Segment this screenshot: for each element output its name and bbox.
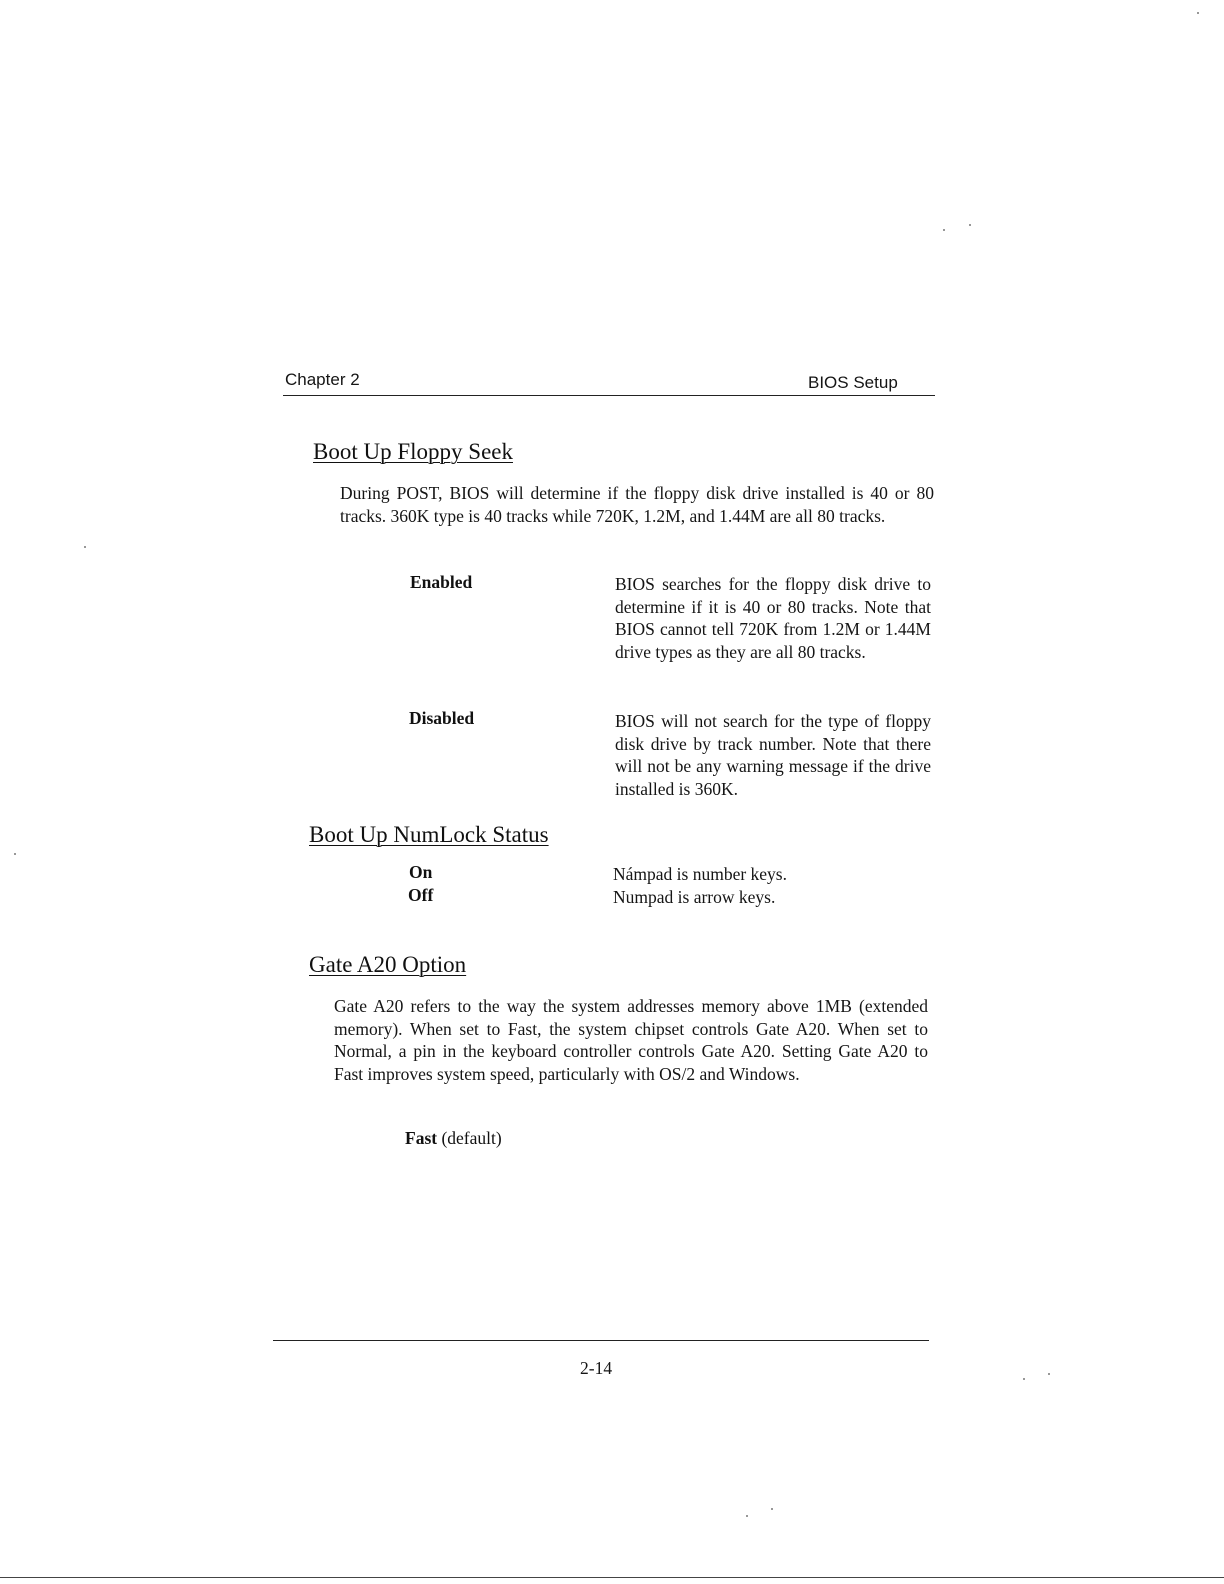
gate-a20-heading: Gate A20 Option xyxy=(309,952,467,977)
floppy-seek-paragraph: During POST, BIOS will determine if the floppy disk drive installed is 40 or 80 tracks. 360K type is 40 tracks while 720K, 1.2M, and 1.44M are all 80 tracks. xyxy=(340,483,934,526)
chapter-label: Chapter 2 xyxy=(285,370,360,389)
scan-speck xyxy=(1197,12,1199,14)
page-number: 2-14 xyxy=(580,1358,613,1378)
floppy-seek-option-enabled: Enabled xyxy=(410,572,473,592)
gate-a20-paragraph: Gate A20 refers to the way the system addresses memory above 1MB (extended memory). When set to Fast, the system chipset controls Gate A20. When set to Normal, a pin in the keyboard controller controls Gate A20. Setting Gate A20 to Fast improves system speed, particularly with OS/2 and Windows. xyxy=(334,996,928,1084)
scan-speck xyxy=(969,224,971,226)
section-label: BIOS Setup xyxy=(808,373,898,392)
floppy-seek-heading: Boot Up Floppy Seek xyxy=(313,439,513,464)
numlock-option-off: Off xyxy=(408,885,434,905)
scan-speck xyxy=(84,546,86,548)
scan-speck xyxy=(14,853,16,855)
gate-a20-default-note: (default) xyxy=(441,1128,502,1148)
numlock-status-heading: Boot Up NumLock Status xyxy=(309,822,549,847)
numlock-option-on: On xyxy=(409,862,433,882)
numlock-off-description: Numpad is arrow keys. xyxy=(613,887,776,907)
numlock-on-description: Námpad is number keys. xyxy=(613,864,787,884)
floppy-seek-disabled-description: BIOS will not search for the type of floppy disk drive by track number. Note that there will not be any warning message if the drive installed is 360K. xyxy=(615,711,931,799)
footer-rule xyxy=(273,1340,929,1341)
gate-a20-default-option xyxy=(405,1128,502,1149)
header-rule xyxy=(283,395,935,396)
scan-speck xyxy=(1048,1373,1050,1375)
floppy-seek-option-disabled: Disabled xyxy=(409,708,475,728)
floppy-seek-enabled-description: BIOS searches for the floppy disk drive to determine if it is 40 or 80 tracks. Note that BIOS cannot tell 720K from 1.2M or 1.44M drive types as they are all 80 tracks. xyxy=(615,574,931,662)
scan-speck xyxy=(1023,1378,1025,1380)
gate-a20-option-fast: Fast xyxy=(405,1128,438,1148)
scan-speck xyxy=(771,1508,773,1510)
bottom-scan-edge xyxy=(0,1577,1224,1578)
scan-speck xyxy=(943,229,945,231)
scan-speck xyxy=(746,1515,748,1517)
